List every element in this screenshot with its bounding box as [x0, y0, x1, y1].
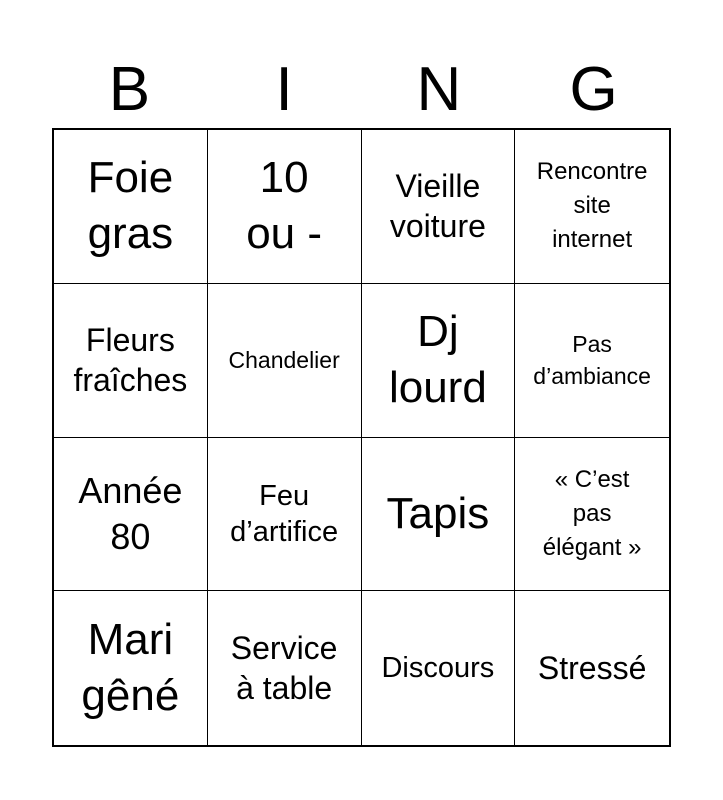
bingo-cell-r4c4[interactable]: [515, 591, 669, 745]
bingo-cell-r4c2[interactable]: [208, 591, 362, 745]
header-letter-i: I: [275, 55, 293, 124]
cell-label: Pas d’ambiance: [533, 331, 651, 390]
cell-label: Année 80: [78, 469, 183, 557]
cell-label: Foie gras: [87, 153, 174, 259]
bingo-header: [52, 52, 671, 128]
bingo-cell-r2c3[interactable]: [362, 284, 516, 438]
cell-label: 10 ou -: [246, 153, 323, 259]
header-letter-g: G: [569, 55, 618, 124]
cell-label: Service à table: [230, 630, 338, 707]
bingo-cell-r1c4[interactable]: [515, 130, 669, 284]
cell-label: « C’est pas élégant »: [542, 465, 642, 561]
cell-label: Chandelier: [228, 347, 340, 374]
bingo-cell-r1c3[interactable]: [362, 130, 516, 284]
cell-label: Dj lourd: [388, 307, 487, 413]
bingo-cell-r3c2[interactable]: [208, 438, 362, 592]
bingo-cell-r3c4[interactable]: [515, 438, 669, 592]
header-letter-n: N: [416, 55, 462, 124]
cell-label: Fleurs fraîches: [73, 322, 188, 399]
cell-label: Stressé: [537, 650, 647, 687]
bingo-cell-r2c1[interactable]: [54, 284, 208, 438]
cell-label: Discours: [381, 652, 495, 685]
bingo-cell-r4c1[interactable]: [54, 591, 208, 745]
bingo-grid: [52, 128, 671, 747]
bingo-cell-r4c3[interactable]: [362, 591, 516, 745]
cell-label: Rencontre site internet: [536, 158, 648, 254]
bingo-cell-r3c1[interactable]: [54, 438, 208, 592]
bingo-cell-r2c4[interactable]: [515, 284, 669, 438]
bingo-cell-r2c2[interactable]: [208, 284, 362, 438]
bingo-cell-r3c3[interactable]: [362, 438, 516, 592]
bingo-cell-r1c2[interactable]: [208, 130, 362, 284]
cell-label: Mari gêné: [81, 615, 180, 721]
cell-label: Vieille voiture: [389, 168, 486, 245]
header-letter-b: B: [108, 55, 151, 124]
cell-label: Feu d’artifice: [230, 479, 339, 548]
cell-label: Tapis: [386, 488, 490, 538]
bingo-cell-r1c1[interactable]: [54, 130, 208, 284]
